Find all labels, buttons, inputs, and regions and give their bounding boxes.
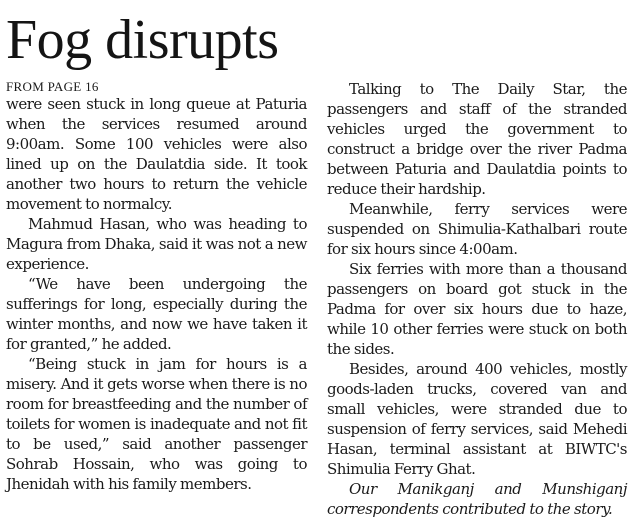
paragraph: Talking to The Daily Star, the passengers and staff of the stranded vehicles urged the government to construct a bridge over the river Padma between Paturia and Daulatdia points to reduce their hardship.	[327, 80, 627, 198]
paragraph: “Being stuck in jam for hours is a misery. And it gets worse when there is no room for breastfeeding and the number of toilets for women is inadequate and not fit to be used,” said another passenger Sohrab Hossain, who was going to Jhenidah with his family members.	[6, 355, 307, 493]
correspondent-credit: Our Manikganj and Munshiganj correspondents contributed to the story.	[327, 480, 627, 518]
continued-from-label: FROM PAGE 16	[6, 79, 99, 94]
headline: Fog disrupts	[6, 9, 279, 71]
paragraph: Besides, around 400 vehicles, mostly goods-laden trucks, covered van and small vehicles, were stranded due to suspension of ferry services, said Mehedi Hasan, terminal assistant at BIWTC's Shimulia Ferry Ghat.	[327, 360, 627, 478]
paragraph: Six ferries with more than a thousand passengers on board got stuck in the Padma for over six hours due to haze, while 10 other ferries were stuck on both the sides.	[327, 260, 627, 358]
paragraph: were seen stuck in long queue at Paturia when the services resumed around 9:00am. Some 100 vehicles were also lined up on the Daulatdia side. It took another two hours to return the vehicle movement to normalcy.	[6, 95, 307, 213]
paragraph: Mahmud Hasan, who was heading to Magura from Dhaka, said it was not a new experience.	[6, 215, 307, 273]
right-column	[327, 79, 627, 519]
paragraph: Meanwhile, ferry services were suspended on Shimulia-Kathalbari route for six hours since 4:00am.	[327, 200, 627, 258]
left-column	[6, 94, 307, 494]
paragraph: “We have been undergoing the sufferings for long, especially during the winter months, and now we have taken it for granted,” he added.	[6, 275, 307, 353]
